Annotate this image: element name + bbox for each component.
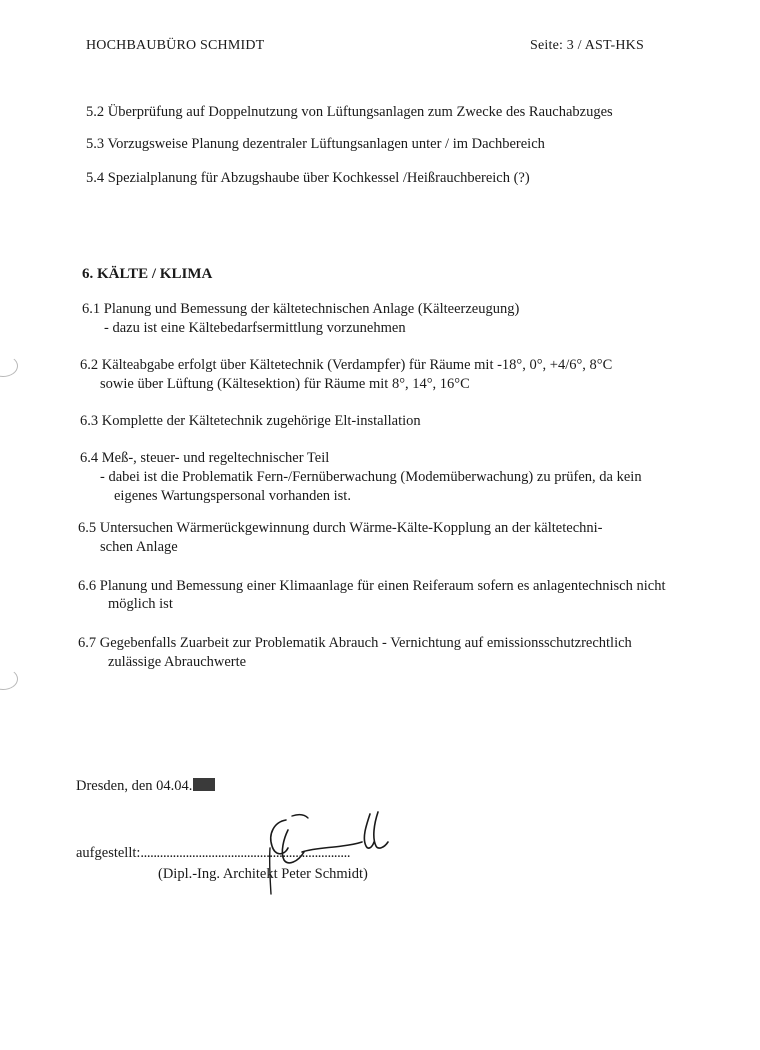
item-6-4-line3: eigenes Wartungspersonal vorhanden ist. [114, 488, 351, 504]
item-5-3: 5.3 Vorzugsweise Planung dezentraler Lüftungsanlagen unter / im Dachbereich [86, 136, 545, 152]
item-6-1-line1: 6.1 Planung und Bemessung der kältetechnischen Anlage (Kälteerzeugung) [82, 301, 520, 317]
author-name: (Dipl.-Ing. Architekt Peter Schmidt) [158, 866, 368, 882]
item-6-6-line2: möglich ist [108, 596, 173, 612]
item-6-7-line2: zulässige Abrauchwerte [108, 654, 247, 670]
item-5-2: 5.2 Überprüfung auf Doppelnutzung von Lüftungsanlagen zum Zwecke des Rauchabzuges [86, 104, 613, 120]
page-reference: Seite: 3 / AST-HKS [530, 38, 644, 53]
scan-mark-top [0, 355, 18, 377]
item-6-4-line2: - dabei ist die Problematik Fern-/Fernüberwachung (Modemüberwachung) zu prüfen, da kein [100, 469, 642, 485]
office-name: HOCHBAUBÜRO SCHMIDT [86, 38, 265, 53]
item-6-5-line2: schen Anlage [100, 539, 178, 555]
item-5-4: 5.4 Spezialplanung für Abzugshaube über Kochkessel /Heißrauchbereich (?) [86, 170, 530, 186]
item-6-1-line2: - dazu ist eine Kältebedarfsermittlung vorzunehmen [104, 320, 406, 336]
scan-mark-bottom [0, 668, 18, 690]
item-6-2-line2: sowie über Lüftung (Kältesektion) für Räume mit 8°, 14°, 16°C [100, 376, 470, 392]
prepared-label: aufgestellt: [76, 845, 141, 861]
item-6-4-line1: 6.4 Meß-, steuer- und regeltechnischer Teil [80, 450, 330, 466]
section-6-heading: 6. KÄLTE / KLIMA [82, 266, 213, 282]
redacted-year [193, 778, 215, 791]
date-line [76, 778, 215, 795]
item-6-5-line1: 6.5 Untersuchen Wärmerückgewinnung durch Wärme-Kälte-Kopplung an der kältetechni- [78, 520, 603, 536]
date-text: Dresden, den 04.04. [76, 778, 193, 794]
signature-dots: ................................................................. [140, 845, 351, 861]
item-6-7-line1: 6.7 Gegebenfalls Zuarbeit zur Problematik Abrauch - Vernichtung auf emissionsschutzrechtlich [78, 635, 632, 651]
item-6-3: 6.3 Komplette der Kältetechnik zugehörige Elt-installation [80, 413, 421, 429]
item-6-6-line1: 6.6 Planung und Bemessung einer Klimaanlage für einen Reiferaum sofern es anlagentechnisch nicht [78, 578, 666, 594]
item-6-2-line1: 6.2 Kälteabgabe erfolgt über Kältetechnik (Verdampfer) für Räume mit -18°, 0°, +4/6°, 8°C [80, 357, 613, 373]
signature-icon [258, 808, 408, 898]
